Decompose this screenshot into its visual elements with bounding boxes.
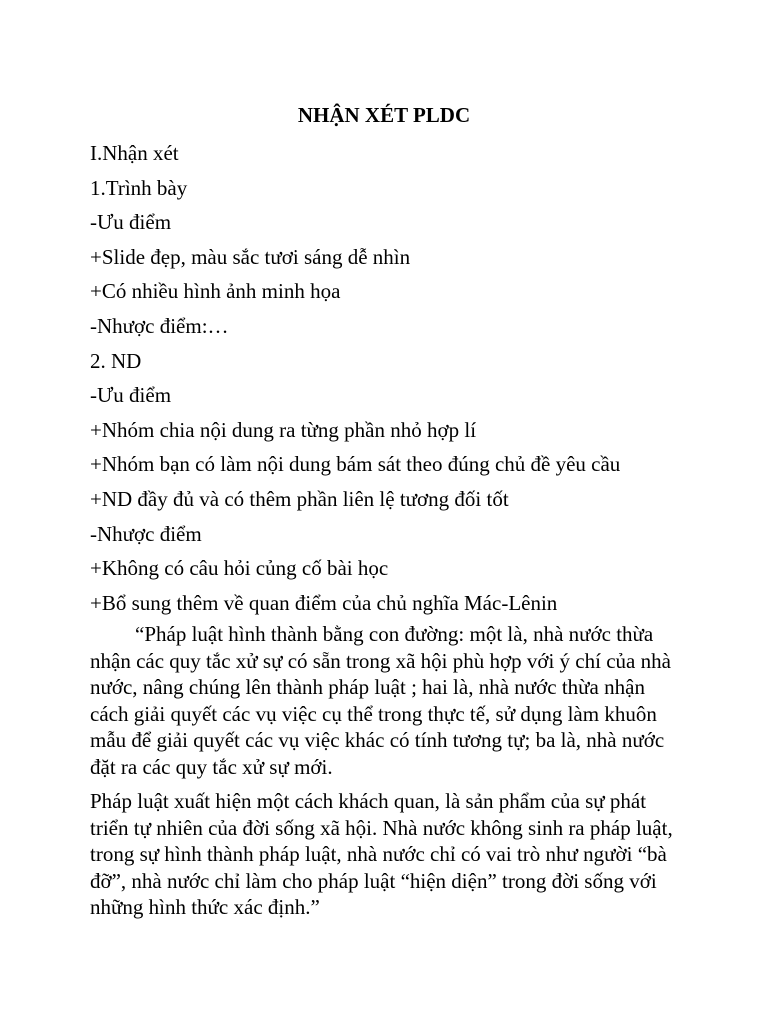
list-item: +Slide đẹp, màu sắc tươi sáng dễ nhìn bbox=[90, 244, 411, 269]
cons-heading: -Nhược điểm bbox=[90, 521, 202, 546]
list-item: +Không có câu hỏi củng cố bài học bbox=[90, 556, 389, 581]
comment-list bbox=[90, 136, 690, 620]
quote-paragraph: Pháp luật xuất hiện một cách khách quan, là sản phẩm của sự phát triển tự nhiên của đời sống xã hội. Nhà nước không sinh ra pháp luật, trong sự hình thành pháp luật, nhà nước chỉ có vai trò như người “bà đỡ”, nhà nước chỉ làm cho pháp luật “hiện diện” trong đời sống với những hình thức xác định.” bbox=[90, 789, 673, 920]
list-item: +Bổ sung thêm về quan điểm của chủ nghĩa Mác-Lênin bbox=[90, 590, 558, 615]
document-title: NHẬN XÉT PLDC bbox=[297, 103, 471, 127]
subsection-heading-presentation: 1.Trình bày bbox=[90, 175, 188, 200]
quote-paragraph: “Pháp luật hình thành bằng con đường: một là, nhà nước thừa nhận các quy tắc xử sự có sẵn trong xã hội phù hợp với ý chí của nhà nước, nâng chúng lên thành pháp luật ; hai là, nhà nước thừa nhận cách giải quyết các vụ việc cụ thể trong thực tế, sử dụng làm khuôn mẫu để giải quyết các vụ việc khác có tính tương tự; ba là, nhà nước đặt ra các quy tắc xử sự mới. bbox=[90, 622, 671, 779]
pros-heading: -Ưu điểm bbox=[90, 210, 172, 235]
cons-heading: -Nhược điểm:… bbox=[90, 313, 229, 338]
list-item: +Nhóm bạn có làm nội dung bám sát theo đúng chủ đề yêu cầu bbox=[90, 452, 621, 477]
subsection-heading-content: 2. ND bbox=[90, 348, 142, 373]
section-heading-remarks: I.Nhận xét bbox=[90, 141, 179, 165]
list-item: +Có nhiều hình ảnh minh họa bbox=[90, 279, 341, 304]
list-item: +Nhóm chia nội dung ra từng phần nhỏ hợp lí bbox=[90, 417, 477, 442]
pros-heading: -Ưu điểm bbox=[90, 383, 172, 408]
list-item: +ND đầy đủ và có thêm phần liên lệ tương đối tốt bbox=[90, 486, 509, 511]
